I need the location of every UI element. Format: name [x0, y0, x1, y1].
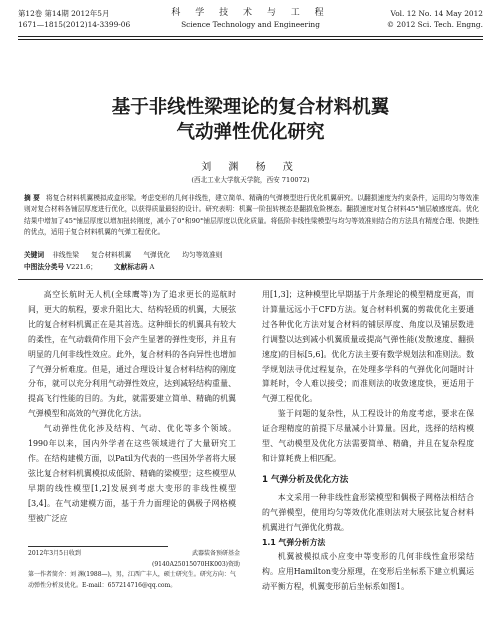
copyright-line: © 2012 Sci. Tech. Engng. [386, 20, 483, 29]
abstract-divider [18, 279, 483, 280]
issue-line-2: 1671—1815(2012)14-3399-06 [18, 20, 131, 29]
body-paragraph: 用[1,3]；这种模型比早期基于片条理论的模型精度更高，而计算量远远小于CFD方法。复合材料机翼的剪裁优化主要通过各种优化方法对复合材料的铺层厚度、角度以及铺层数进行调整以达到减小机翼质量或提高气弹性能(发散速度、翻损速度)的目标[5,6]。优化方法主要有数学规划法和准则法。数学规划法寻优过程复杂，在处理多学科的气弹优化问题时计算耗时，令人难以接受；而准则法的收敛速度快，更适用于气弹工程优化。 [262, 290, 474, 404]
header-rule [18, 36, 483, 37]
subsection-heading: 1.1 气弹分析方法 [262, 537, 326, 547]
keywords [24, 250, 479, 261]
body-column-right [262, 288, 474, 595]
volume-line: Vol. 12 No. 14 May 2012 [390, 9, 483, 18]
keywords-label: 关键词 [24, 251, 45, 259]
footnote [28, 549, 240, 591]
body-paragraph: 鉴于问题的复杂性，从工程设计的角度考虑，要求在保证合理精度的前提下尽量减小计算量。因此，选择的结构模型、气动模型及优化方法需要简单、精确，并且在复杂程度和计算耗费上相匹配。 [262, 409, 474, 463]
author-names: 刘 渊 杨 茂 [201, 162, 300, 173]
doc-code-value: A [149, 263, 155, 271]
paper-title-line-2: 气动弹性优化研究 [176, 122, 325, 143]
paper-title-line-1: 基于非线性梁理论的复合材料机翼 [111, 97, 390, 118]
issue-line-1: 第12卷 第14期 2012年5月 [18, 9, 110, 18]
clc-label: 中图法分类号 [24, 263, 65, 271]
clc-value: V221.6； [66, 263, 97, 271]
keyword-item: 复合材料机翼 [91, 251, 132, 259]
footnote-rule [28, 546, 168, 547]
fund-number: (9140A25015070HK003)资助 [152, 560, 240, 568]
fund-name: 武器装备预研基金 [191, 550, 240, 557]
affiliation: (西北工业大学航天学院，西安 710072) [191, 176, 310, 184]
body-column-left [28, 288, 236, 527]
author-note: 第一作者简介：刘 渊(1988—)，男，江西广丰人，硕士研究生。研究方向：气动弹性分析及优化。E-mail：657214716@qq.com。 [28, 571, 236, 589]
volume-info [387, 8, 483, 30]
received-date: 2012年3月5日收到 [28, 550, 81, 557]
journal-name-cn: 科 学 技 术 与 工 程 [171, 8, 330, 18]
page-header [18, 8, 483, 38]
section-heading: 1 气弹分析及优化方法 [262, 474, 349, 485]
doc-code-label: 文献标志码 [113, 263, 148, 271]
keyword-item: 气弹优化 [143, 251, 171, 259]
abstract-label: 摘 要 [24, 194, 40, 202]
classification [24, 262, 479, 273]
journal-name-en: Science Technology and Engineering [181, 20, 320, 29]
keyword-item: 均匀等效准则 [182, 251, 223, 259]
body-paragraph: 本文采用一种非线性盒形梁模型和偶极子网格法相结合的气弹模型，使用均匀等效优化准则法对大展弦比复合材料机翼进行气弹优化剪裁。 [262, 492, 474, 532]
abstract-text: 将复合材料机翼模拟成盒形梁。考虑变形的几何非线性，建立简单、精确的气弹模型进行优化机翼研究。以翻损速度为约束条件，运用均匀等效准则对复合材料各铺层厚度进行优化，以获得质量最轻的设计。研究表明：机翼一阶扭转模态是翻损危险模态。翻损速度对复合材料45°铺层敏感度高。优化结果中增加了45°铺层厚度以增加扭转刚度，减小了0°和90°铺层厚度以优化质量。将低阶非线性梁模型与均匀等效准则结合的方法具有精度合理、快捷性的优点，适用于复合材料机翼的气弹工程优化。 [24, 194, 480, 237]
abstract [24, 193, 479, 239]
header-rule-thin [18, 39, 483, 40]
body-paragraph: 气动弹性优化涉及结构、气动、优化等多个领域。1990年以来，国内外学者在这些领域进行了大量研究工作。在结构建模方面，以Patil为代表的一些国外学者将大展弦比复合材料机翼模拟成低阶、精确的梁模型；这些模型从早期的线性模型[1,2]发展到考虑大变形的非线性模型[3,4]。在气动建模方面，基于升力面理论的偶极子网格模型被广泛应 [28, 424, 236, 523]
body-paragraph: 机翼被模拟成小应变中等变形的几何非线性盒形梁结构。应用Hamilton变分原理，在变形后坐标系下建立机翼运动平衡方程，机翼变形前后坐标系如图1。 [262, 552, 474, 592]
keyword-item: 非线性梁 [52, 251, 79, 259]
body-paragraph: 高空长航时无人机(全球鹰等)为了追求更长的巡航时间，更大的航程，要求升阻比大、结构轻质的机翼，大展弦比的复合材料机翼正在是其首选。这种细长的机翼具有较大的柔性，在气动载荷作用下会产生显著的弹性变形，并且有明显的几何非线性效应。此外，复合材料的各向异性也增加了气弹分析难度。但是，通过合理设计复合材料结构的刚度分布，就可以充分利用气动弹性效应，达到减轻结构重量、提高飞行性能的目的。为此，就需要建立简单、精确的机翼气弹模型和高效的气弹优化方法。 [28, 290, 236, 419]
